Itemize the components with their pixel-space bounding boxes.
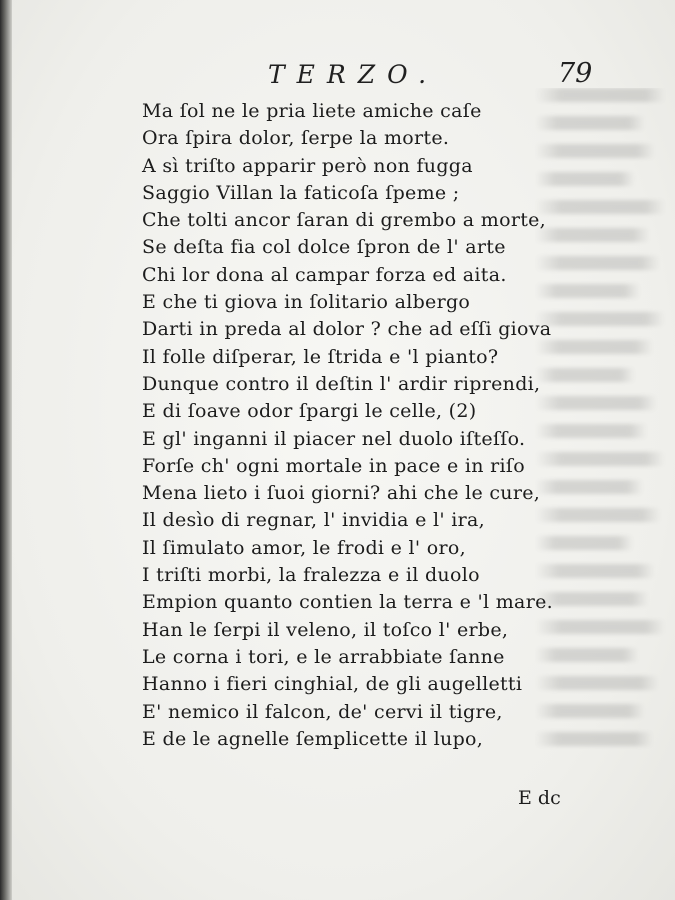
verse-line: Han le ſerpi il veleno, il toſco l' erbe, (142, 618, 509, 641)
verse-line: Saggio Villan la faticoſa ſpeme ; (142, 181, 460, 204)
verse-line: Forſe ch' ogni mortale in pace e in riſo (142, 454, 525, 477)
verse-line: Dunque contro il deſtin l' ardir riprendi, (142, 372, 541, 395)
verse-line: Che tolti ancor ſaran di grembo a morte, (142, 209, 547, 232)
verse-line: E de le agnelle ſemplicette il lupo, (142, 727, 484, 750)
verse-line: Mena lieto i ſuoi giorni? ahi che le cure, (142, 482, 541, 505)
verse-line: Chi lor dona al campar forza ed aita. (142, 263, 507, 286)
verse-line: Empion quanto contien la terra e 'l mare. (142, 591, 553, 614)
verse-line: Darti in preda al dolor ? che ad eſſi giova (142, 318, 552, 341)
book-spine-shadow (0, 0, 12, 900)
page-header (0, 52, 675, 92)
catchword: E dc (518, 787, 561, 809)
verse-line: E gl' inganni il piacer nel duolo iſteſſo. (142, 427, 526, 450)
running-title: TERZO. (268, 60, 439, 89)
verse-line: Il desìo di regnar, l' invidia e l' ira, (142, 509, 485, 532)
verse-line: A sì triſto apparir però non fugga (142, 154, 473, 177)
verse-line: Hanno i fieri cinghial, de gli augelletti (142, 673, 523, 696)
verse-line: Il ſimulato amor, le frodi e l' oro, (142, 536, 466, 559)
verse-line: Se deſta fia col dolce ſpron de l' arte (142, 236, 506, 259)
verse-block (142, 98, 562, 753)
verse-line: Le corna i tori, e le arrabbiate ſanne (142, 645, 505, 668)
verse-line: E' nemico il falcon, de' cervi il tigre, (142, 700, 503, 723)
page-number: 79 (558, 58, 593, 89)
verse-line: Ma ſol ne le pria liete amiche caſe (142, 100, 482, 122)
verse-line: E che ti giova in ſolitario albergo (142, 291, 471, 314)
verse-line: I triſti morbi, la fralezza e il duolo (142, 564, 480, 587)
verse-line: Ora ſpira dolor, ſerpe la morte. (142, 127, 450, 150)
verse-line: E di ſoave odor ſpargi le celle, (2) (142, 400, 477, 423)
verse-line: Il folle diſperar, le ſtrida e 'l pianto? (142, 345, 499, 368)
